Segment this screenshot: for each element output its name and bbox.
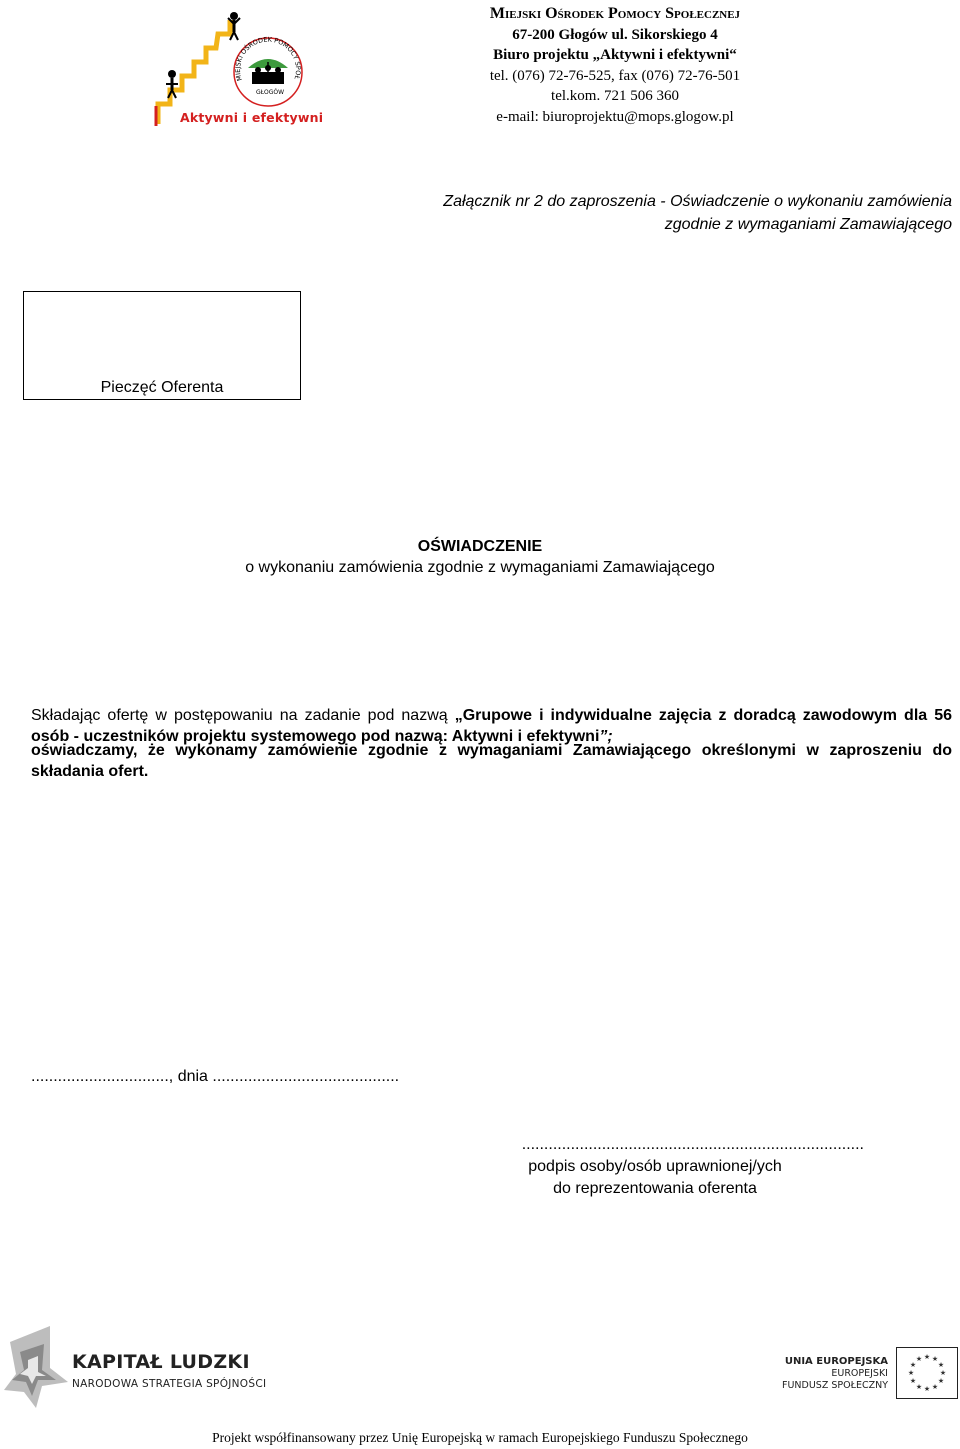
- logo-caption: Aktywni i efektywni: [180, 110, 324, 125]
- declaration-heading: OŚWIADCZENIE: [417, 538, 543, 555]
- svg-text:★: ★: [907, 1369, 915, 1377]
- declaration-heading-block: [0, 536, 960, 578]
- eu-flag-icon: [896, 1347, 958, 1399]
- logo-arc-text: MIEJSKI OŚRODEK POMOCY SPOŁ: [233, 35, 303, 82]
- svg-text:★: ★: [909, 1377, 917, 1385]
- eu-stars-icon: [897, 1348, 957, 1398]
- svg-text:★: ★: [923, 1353, 931, 1361]
- svg-text:★: ★: [909, 1361, 917, 1369]
- svg-text:★: ★: [939, 1369, 947, 1377]
- task-name-end: ”;: [599, 728, 613, 745]
- eu-line-3: FUNDUSZ SPOŁECZNY: [782, 1380, 888, 1391]
- svg-text:★: ★: [931, 1355, 939, 1363]
- project-logo: [150, 6, 350, 130]
- mobile-phone: tel.kom. 721 506 360: [551, 88, 679, 104]
- signature-label-1: podpis osoby/osób uprawnionej/ych: [528, 1158, 782, 1175]
- eu-text-block: [768, 1356, 888, 1392]
- signature-label-2: do reprezentowania oferenta: [553, 1180, 757, 1197]
- stamp-label: Pieczęć Oferenta: [100, 379, 224, 396]
- stamp-box: [23, 291, 301, 400]
- declaration-subheading: o wykonaniu zamówienia zgodnie z wymaganiami Zamawiającego: [245, 559, 715, 576]
- letterhead-address: [440, 4, 790, 127]
- signature-block: [440, 1134, 870, 1200]
- svg-text:★: ★: [931, 1383, 939, 1391]
- kapital-ludzki-subtitle: NARODOWA STRATEGIA SPÓJNOŚCI: [72, 1378, 267, 1390]
- date-line: ..............................., dnia ..........................................: [31, 1068, 400, 1085]
- eu-line-2: EUROPEJSKI: [831, 1368, 888, 1379]
- svg-text:GŁOGÓW: GŁOGÓW: [256, 89, 285, 96]
- document-title: [252, 190, 952, 236]
- street-address: 67-200 Głogów ul. Sikorskiego 4: [512, 26, 718, 43]
- task-name: „Grupowe i indywidualne zajęcia z doradcą zawodowym dla 56 osób - uczestników projektu systemowego pod nazwą: Aktywni i efektywni: [31, 707, 952, 745]
- cofinancing-note: Projekt współfinansowany przez Unię Europejską w ramach Europejskiego Funduszu Społecznego: [212, 1430, 748, 1445]
- phone-fax: tel. (076) 72-76-525, fax (076) 72-76-501: [489, 67, 741, 84]
- kapital-ludzki-name: KAPITAŁ LUDZKI: [72, 1351, 250, 1373]
- title-line-2: zgodnie z wymaganiami Zamawiającego: [664, 216, 952, 233]
- organization-name: Miejski Ośrodek Pomocy Społecznej: [489, 5, 741, 22]
- paragraph-declaration: oświadczamy, że wykonamy zamówienie zgodnie z wymaganiami Zamawiającego określonymi w zaproszeniu do składania ofert.: [31, 742, 952, 780]
- project-office: Biuro projektu „Aktywni i efektywni“: [493, 47, 737, 63]
- kapital-ludzki-logo: [2, 1322, 72, 1408]
- star-shape-icon: [2, 1322, 72, 1408]
- eu-line-1: UNIA EUROPEJSKA: [784, 1356, 888, 1367]
- svg-text:★: ★: [915, 1383, 923, 1391]
- svg-text:★: ★: [915, 1355, 923, 1363]
- paragraph-offer-intro: Składając ofertę w postępowaniu na zadanie pod nazwą: [31, 707, 455, 724]
- svg-text:★: ★: [923, 1385, 931, 1393]
- svg-text:★: ★: [937, 1361, 945, 1369]
- title-line-1: Załącznik nr 2 do zaproszenia - Oświadczenie o wykonaniu zamówienia: [443, 193, 952, 210]
- svg-text:★: ★: [937, 1377, 945, 1385]
- signature-dots: .............................................................................: [521, 1136, 864, 1153]
- email-address: e-mail: biuroprojektu@mops.glogow.pl: [496, 108, 734, 125]
